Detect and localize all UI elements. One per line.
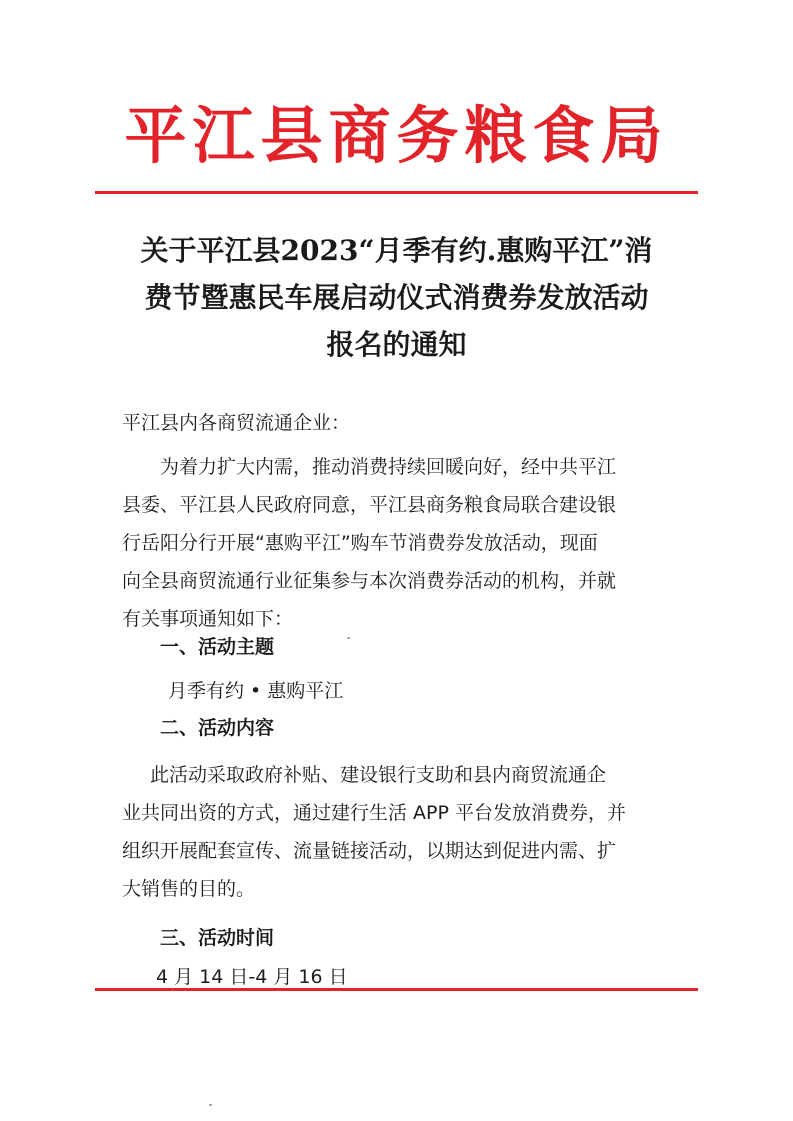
section-theme-text: 月季有约 • 惠购平江	[168, 680, 344, 702]
title-line-2: 费节暨惠民车展启动仪式消费券发放活动	[144, 281, 649, 314]
title-line-1: 关于平江县2023“月季有约.惠购平江”消	[140, 234, 653, 267]
intro-line-1: 为着力扩大内需，推动消费持续回暖向好，经中共平江	[160, 456, 617, 478]
masthead-rule	[95, 191, 698, 194]
intro-line-4: 向全县商贸流通行业征集参与本次消费券活动的机构，并就	[122, 570, 617, 592]
section-heading-time: 三、活动时间	[160, 927, 275, 949]
intro-line-3: 行岳阳分行开展“惠购平江”购车节消费券发放活动，现面	[122, 532, 598, 554]
content-line-2: 业共同出资的方式，通过建行生活 APP 平台发放消费券，并	[122, 802, 626, 824]
intro-line-2: 县委、平江县人民政府同意，平江县商务粮食局联合建设银	[122, 494, 617, 516]
content-line-1: 此活动采取政府补贴、建设银行支助和县内商贸流通企	[150, 764, 607, 786]
intro-line-5: 有关事项通知如下：	[122, 608, 294, 630]
intro-paragraph	[122, 448, 682, 638]
content-line-3: 组织开展配套宣传、流量链接活动，以期达到促进内需、扩	[122, 840, 617, 862]
masthead-title: 平江县商务粮食局	[124, 99, 669, 172]
title-line-3: 报名的通知	[326, 328, 467, 361]
section-heading-theme: 一、活动主题	[160, 636, 275, 658]
notice-title	[110, 227, 683, 368]
content-line-4: 大销售的目的。	[122, 878, 256, 900]
section-time-text: 4 月 14 日-4 月 16 日	[156, 966, 348, 988]
salutation: 平江县内各商贸流通企业：	[122, 412, 351, 434]
scan-speck	[347, 637, 350, 639]
section-heading-content: 二、活动内容	[160, 717, 275, 739]
footer-rule	[95, 988, 698, 991]
scan-speck	[209, 1104, 212, 1106]
section-content-paragraph	[122, 756, 682, 908]
